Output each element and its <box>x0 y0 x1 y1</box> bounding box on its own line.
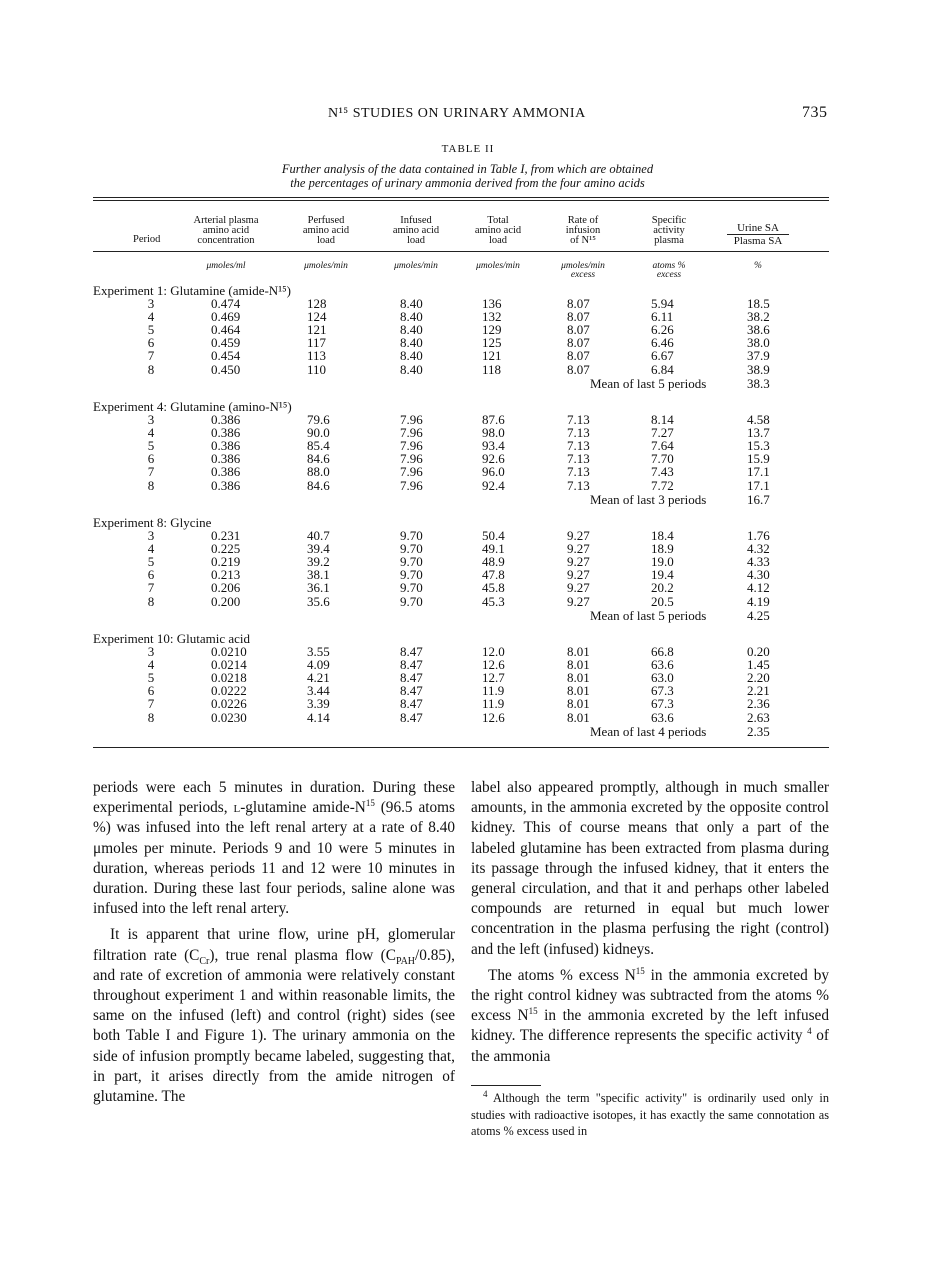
table-cell: 15.9 <box>747 451 770 467</box>
header-rule <box>93 251 829 252</box>
table-cell: 6.26 <box>651 321 674 337</box>
table-cell: 0.0222 <box>211 683 247 699</box>
footnote: $^4$ Although the term "specific activity" is ordinarily used only in studies with radioactive isotopes, it has exactly the same connotation as atoms % excess used in <box>471 1088 829 1138</box>
table-cell: 2.36 <box>747 696 770 712</box>
table-cell: 19.4 <box>651 567 674 583</box>
table-cell: 67.3 <box>651 696 674 712</box>
table-cell: 0.464 <box>211 321 241 337</box>
mean-value: 16.7 <box>747 491 770 507</box>
table-cell: 129 <box>482 321 502 337</box>
table-row <box>93 323 829 336</box>
table-cell: 7 <box>147 580 155 596</box>
table-cell: 90.0 <box>307 424 330 440</box>
table-cell: 6 <box>147 567 155 583</box>
table-cell: 45.8 <box>482 580 505 596</box>
table-row <box>93 479 829 492</box>
table-cell: 0.219 <box>211 553 241 569</box>
unit-arterial: μmoles/ml <box>206 261 246 271</box>
table-row <box>93 581 829 594</box>
table-cell: 38.9 <box>747 361 770 377</box>
table-cell: 9.27 <box>567 567 590 583</box>
table-cell: 9.70 <box>400 527 423 543</box>
table-cell: 84.6 <box>307 451 330 467</box>
table-label: TABLE II <box>441 143 495 155</box>
header-perfused: Perfused amino acid load <box>302 215 350 246</box>
mean-label: Mean of last 5 periods <box>590 375 707 391</box>
table-cell: 18.5 <box>747 295 770 311</box>
table-cell: 0.0230 <box>211 709 247 725</box>
table-cell: 96.0 <box>482 464 505 480</box>
table-cell: 0.450 <box>211 361 241 377</box>
body-column-right <box>471 778 829 1067</box>
table-cell: 132 <box>482 308 502 324</box>
table-cell: 38.1 <box>307 567 330 583</box>
table-cell: 4 <box>147 308 155 324</box>
table-cell: 8.40 <box>400 348 423 364</box>
table-cell: 9.27 <box>567 553 590 569</box>
table-cell: 125 <box>482 335 502 351</box>
table-cell: 0.386 <box>211 437 241 453</box>
table-cell: 8.47 <box>400 643 423 659</box>
table-cell: 8.47 <box>400 656 423 672</box>
table-cell: 4.14 <box>307 709 330 725</box>
table-cell: 8.40 <box>400 321 423 337</box>
table-cell: 3 <box>147 411 155 427</box>
table-cell: 37.9 <box>747 348 770 364</box>
table-cell: 8.07 <box>567 308 590 324</box>
table-cell: 6.11 <box>651 308 674 324</box>
table-cell: 8.40 <box>400 361 423 377</box>
table-cell: 0.454 <box>211 348 241 364</box>
table-cell: 0.206 <box>211 580 241 596</box>
caption-line-2: the percentages of urinary ammonia derived from the four amino acids <box>290 176 645 190</box>
table-cell: 8.40 <box>400 295 423 311</box>
table-cell: 39.2 <box>307 553 330 569</box>
table-cell: 9.70 <box>400 593 423 609</box>
unit-perfused: μmoles/min <box>304 261 348 271</box>
table-cell: 5 <box>147 553 155 569</box>
body-column-left <box>93 778 455 1107</box>
table-cell: 8 <box>147 477 155 493</box>
table-cell: 0.0226 <box>211 696 247 712</box>
table-cell: 0.0218 <box>211 669 247 685</box>
table-cell: 7.70 <box>651 451 674 467</box>
table-row <box>93 697 829 710</box>
table-cell: 0.200 <box>211 593 241 609</box>
table-row <box>93 336 829 349</box>
table-cell: 118 <box>482 361 502 377</box>
table-cell: 45.3 <box>482 593 505 609</box>
paragraph: periods were each 5 minutes in duration. During these experimental periods, l-glutamine amide-$N^{15}$ (96.5 atoms %) was infused into the left renal artery at a rate of 8.40 μmoles per minute. Periods 9 and 10 were 5 minutes in duration, whereas periods 11 and 12 were 10 minutes in duration. During these last four periods, saline alone was infused into the left renal artery. <box>93 779 455 918</box>
table-top-rule-1 <box>93 197 829 198</box>
unit-urine: % <box>754 261 762 271</box>
table-row <box>93 658 829 671</box>
table-row <box>93 711 829 724</box>
unit-infused: μmoles/min <box>394 261 438 271</box>
table-cell: 9.70 <box>400 580 423 596</box>
table-cell: 38.0 <box>747 335 770 351</box>
table-cell: 40.7 <box>307 527 330 543</box>
table-cell: 4 <box>147 424 155 440</box>
table-cell: 0.386 <box>211 464 241 480</box>
table-cell: 11.9 <box>482 696 505 712</box>
table-cell: 1.76 <box>747 527 770 543</box>
table-cell: 63.6 <box>651 656 674 672</box>
mean-value: 2.35 <box>747 723 770 739</box>
footnote-rule <box>471 1085 541 1086</box>
table-cell: 3.39 <box>307 696 330 712</box>
table-caption <box>180 162 755 190</box>
table-row <box>93 465 829 478</box>
table-row <box>93 349 829 362</box>
table-cell: 8.47 <box>400 683 423 699</box>
table-cell: 18.9 <box>651 540 674 556</box>
header-total: Total amino acid load <box>474 215 522 246</box>
table-cell: 66.8 <box>651 643 674 659</box>
table-cell: 7.13 <box>567 464 590 480</box>
table-cell: 92.6 <box>482 451 505 467</box>
table-cell: 18.4 <box>651 527 674 543</box>
table-cell: 6 <box>147 451 155 467</box>
table-row <box>93 542 829 555</box>
table-cell: 8.14 <box>651 411 674 427</box>
page-number: 735 <box>802 104 828 121</box>
table-cell: 4 <box>147 540 155 556</box>
table-cell: 4.09 <box>307 656 330 672</box>
table-cell: 8 <box>147 709 155 725</box>
table-cell: 2.63 <box>747 709 770 725</box>
table-cell: 13.7 <box>747 424 770 440</box>
table-cell: 8.40 <box>400 335 423 351</box>
table-cell: 0.213 <box>211 567 241 583</box>
table-cell: 7 <box>147 348 155 364</box>
table-cell: 7.13 <box>567 437 590 453</box>
table-cell: 3 <box>147 295 155 311</box>
header-infused: Infused amino acid load <box>392 215 440 246</box>
table-cell: 0.474 <box>211 295 241 311</box>
table-cell: 8 <box>147 361 155 377</box>
table-cell: 9.27 <box>567 580 590 596</box>
table-cell: 39.4 <box>307 540 330 556</box>
table-cell: 47.8 <box>482 567 505 583</box>
table-cell: 7.96 <box>400 437 423 453</box>
table-cell: 20.2 <box>651 580 674 596</box>
table-cell: 92.4 <box>482 477 505 493</box>
table-cell: 8.40 <box>400 308 423 324</box>
table-cell: 0.0210 <box>211 643 247 659</box>
table-cell: 4.33 <box>747 553 770 569</box>
table-cell: 63.0 <box>651 669 674 685</box>
table-cell: 11.9 <box>482 683 505 699</box>
mean-value: 4.25 <box>747 607 770 623</box>
header-urine-ratio: Urine SA Plasma SA <box>727 222 789 247</box>
running-head-title: N¹⁵ STUDIES ON URINARY AMMONIA <box>328 106 586 121</box>
table-cell: 8.07 <box>567 335 590 351</box>
table-cell: 1.45 <box>747 656 770 672</box>
table-cell: 121 <box>307 321 327 337</box>
table-cell: 9.27 <box>567 540 590 556</box>
table-row <box>93 555 829 568</box>
table-cell: 3.44 <box>307 683 330 699</box>
table-cell: 88.0 <box>307 464 330 480</box>
table-cell: 6 <box>147 335 155 351</box>
table-cell: 8.01 <box>567 683 590 699</box>
table-cell: 3 <box>147 643 155 659</box>
table-cell: 2.20 <box>747 669 770 685</box>
table-cell: 48.9 <box>482 553 505 569</box>
table-cell: 17.1 <box>747 464 770 480</box>
table-cell: 67.3 <box>651 683 674 699</box>
table-row <box>93 363 829 376</box>
table-cell: 7.64 <box>651 437 674 453</box>
table-cell: 4.19 <box>747 593 770 609</box>
section-title: Experiment 8: Glycine <box>93 515 212 530</box>
table-cell: 17.1 <box>747 477 770 493</box>
table-cell: 8.47 <box>400 669 423 685</box>
table-cell: 6.46 <box>651 335 674 351</box>
table-cell: 110 <box>307 361 327 377</box>
table-cell: 9.70 <box>400 540 423 556</box>
table-cell: 35.6 <box>307 593 330 609</box>
table-cell: 7.13 <box>567 477 590 493</box>
header-period: Period <box>133 234 161 245</box>
table-cell: 0.469 <box>211 308 241 324</box>
table-cell: 8.01 <box>567 669 590 685</box>
table-cell: 98.0 <box>482 424 505 440</box>
table-cell: 84.6 <box>307 477 330 493</box>
table-row <box>93 310 829 323</box>
mean-label: Mean of last 5 periods <box>590 607 707 623</box>
table-cell: 5 <box>147 321 155 337</box>
table-cell: 0.0214 <box>211 656 247 672</box>
table-cell: 5 <box>147 669 155 685</box>
table-cell: 7 <box>147 464 155 480</box>
table-cell: 12.6 <box>482 709 505 725</box>
unit-specific: atoms % excess <box>652 261 686 280</box>
section-title: Experiment 10: Glutamic acid <box>93 631 251 646</box>
table-cell: 7.13 <box>567 451 590 467</box>
table-cell: 93.4 <box>482 437 505 453</box>
table-cell: 117 <box>307 335 327 351</box>
caption-line-1: Further analysis of the data contained in Table I, from which are obtained <box>281 162 654 176</box>
table-cell: 4.21 <box>307 669 330 685</box>
table-cell: 8 <box>147 593 155 609</box>
table-cell: 4.12 <box>747 580 770 596</box>
table-bottom-rule <box>93 747 829 748</box>
table-cell: 4.32 <box>747 540 770 556</box>
table-cell: 124 <box>307 308 327 324</box>
table-cell: 8.07 <box>567 361 590 377</box>
table-cell: 85.4 <box>307 437 330 453</box>
table-cell: 6.67 <box>651 348 674 364</box>
table-cell: 50.4 <box>482 527 505 543</box>
table-row <box>93 297 829 310</box>
table-cell: 128 <box>307 295 327 311</box>
table-row <box>93 595 829 608</box>
table-cell: 7.96 <box>400 424 423 440</box>
table-cell: 121 <box>482 348 502 364</box>
table-row <box>93 452 829 465</box>
table-cell: 63.6 <box>651 709 674 725</box>
table-cell: 8.01 <box>567 643 590 659</box>
table-row <box>93 413 829 426</box>
table-cell: 4.58 <box>747 411 770 427</box>
table-cell: 8.47 <box>400 709 423 725</box>
mean-label: Mean of last 3 periods <box>590 491 707 507</box>
section-title: Experiment 1: Glutamine (amide-N¹⁵) <box>93 283 291 298</box>
table-cell: 19.0 <box>651 553 674 569</box>
header-rate: Rate of infusion of N¹⁵ <box>565 215 601 246</box>
section-title: Experiment 4: Glutamine (amino-N¹⁵) <box>93 399 292 414</box>
table-cell: 8.07 <box>567 348 590 364</box>
table-cell: 12.6 <box>482 656 505 672</box>
table-cell: 9.27 <box>567 527 590 543</box>
unit-rate: μmoles/min excess <box>561 261 605 280</box>
table-cell: 12.7 <box>482 669 505 685</box>
paragraph: The atoms % excess $N^{15}$ in the ammonia excreted by the right control kidney was subtracted from the atoms % excess $N^{15}$ in the ammonia excreted by the left infused kidney. The difference represents the specific activity $^4$ of the ammonia <box>471 965 829 1065</box>
table-cell: 79.6 <box>307 411 330 427</box>
table-cell: 8.01 <box>567 696 590 712</box>
table-cell: 0.386 <box>211 451 241 467</box>
table-row <box>93 529 829 542</box>
table-cell: 3.55 <box>307 643 330 659</box>
table-cell: 8.07 <box>567 295 590 311</box>
header-arterial: Arterial plasma amino acid concentration <box>193 215 259 246</box>
table-row <box>93 684 829 697</box>
table-row <box>93 671 829 684</box>
table-cell: 87.6 <box>482 411 505 427</box>
table-cell: 7.27 <box>651 424 674 440</box>
table-cell: 7.72 <box>651 477 674 493</box>
table-cell: 7.96 <box>400 464 423 480</box>
table-cell: 6.84 <box>651 361 674 377</box>
table-cell: 38.6 <box>747 321 770 337</box>
table-cell: 49.1 <box>482 540 505 556</box>
table-cell: 8.01 <box>567 709 590 725</box>
table-top-rule-2 <box>93 200 829 201</box>
table-cell: 0.386 <box>211 424 241 440</box>
mean-value: 38.3 <box>747 375 770 391</box>
table-cell: 15.3 <box>747 437 770 453</box>
table-cell: 7.96 <box>400 451 423 467</box>
table-cell: 113 <box>307 348 327 364</box>
table-cell: 0.386 <box>211 477 241 493</box>
table-cell: 136 <box>482 295 502 311</box>
table-row <box>93 426 829 439</box>
unit-total: μmoles/min <box>476 261 520 271</box>
table-cell: 7.96 <box>400 411 423 427</box>
table-cell: 7.13 <box>567 424 590 440</box>
table-cell: 0.20 <box>747 643 770 659</box>
table-cell: 0.231 <box>211 527 241 543</box>
table-cell: 7.96 <box>400 477 423 493</box>
table-cell: 36.1 <box>307 580 330 596</box>
header-specific: Specific activity plasma <box>651 215 687 246</box>
table-cell: 9.70 <box>400 553 423 569</box>
table-cell: 5 <box>147 437 155 453</box>
table-cell: 0.386 <box>211 411 241 427</box>
table-cell: 3 <box>147 527 155 543</box>
paragraph: It is apparent that urine flow, urine pH, glomerular filtration rate $(C_{Cr})$, true renal plasma flow $(C_{PAH}/0.85)$, and rate of excretion of ammonia were relatively constant throughout experiment 1 and within reasonable limits, the same on the infused (left) and control (right) sides (see both Table I and Figure 1). The urinary ammonia on the side of infusion promptly became labeled, suggesting that, in part, it arises directly from the amide nitrogen of glutamine. The <box>93 926 455 1106</box>
table-cell: 4 <box>147 656 155 672</box>
table-cell: 9.27 <box>567 593 590 609</box>
table-cell: 12.0 <box>482 643 505 659</box>
table-cell: 0.459 <box>211 335 241 351</box>
table-cell: 38.2 <box>747 308 770 324</box>
mean-label: Mean of last 4 periods <box>590 723 707 739</box>
table-row <box>93 568 829 581</box>
table-cell: 7.43 <box>651 464 674 480</box>
table-cell: 0.225 <box>211 540 241 556</box>
table-cell: 8.07 <box>567 321 590 337</box>
table-cell: 7.13 <box>567 411 590 427</box>
table-cell: 8.47 <box>400 696 423 712</box>
table-row <box>93 645 829 658</box>
table-cell: 4.30 <box>747 567 770 583</box>
table-cell: 7 <box>147 696 155 712</box>
paragraph: label also appeared promptly, although in much smaller amounts, in the ammonia excreted by the opposite control kidney. This of course means that only a part of the labeled glutamine has been extracted from plasma during its passage through the infused kidney, that it enters the general circulation, and that it and perhaps other labeled compounds are returned in equal but much lower concentration in the plasma perfusing the right (control) and the left (infused) kidneys. <box>471 779 829 958</box>
table-cell: 9.70 <box>400 567 423 583</box>
table-cell: 5.94 <box>651 295 674 311</box>
table-cell: 6 <box>147 683 155 699</box>
table-cell: 20.5 <box>651 593 674 609</box>
table-cell: 8.01 <box>567 656 590 672</box>
table-cell: 2.21 <box>747 683 770 699</box>
table-row <box>93 439 829 452</box>
